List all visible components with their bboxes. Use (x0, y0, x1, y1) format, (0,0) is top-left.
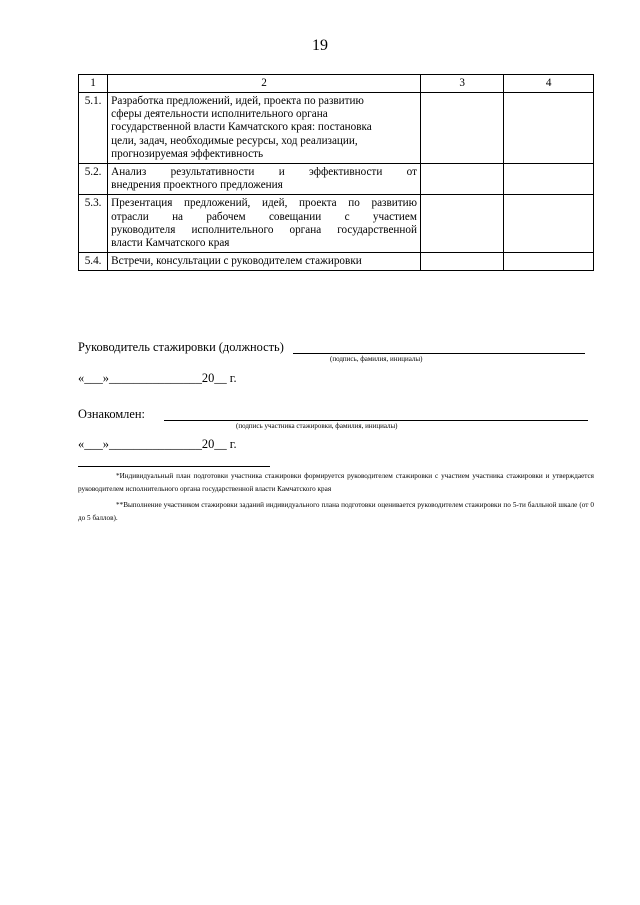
row-description (108, 93, 421, 164)
supervisor-label: Руководитель стажировки (должность) (78, 340, 284, 354)
participant-signature-caption: (подпись участника стажировки, фамилия, инициалы) (236, 422, 398, 430)
row-cell-4 (504, 253, 594, 271)
training-plan-table (78, 74, 594, 271)
row-cell-3 (420, 253, 503, 271)
header-cell-1: 1 (79, 75, 108, 93)
description-line: Презентация предложений, идей, проекта по развитию (111, 197, 417, 210)
row-cell-3 (420, 93, 503, 164)
header-cell-3: 3 (420, 75, 503, 93)
table-row (79, 164, 594, 195)
row-cell-4 (504, 164, 594, 195)
row-description (108, 195, 421, 253)
row-number: 5.1. (79, 93, 108, 164)
description-line: руководителя исполнительного органа государственной (111, 223, 417, 236)
row-description (108, 164, 421, 195)
header-cell-2: 2 (108, 75, 421, 93)
description-line: Разработка предложений, идей, проекта по развитию (111, 95, 364, 107)
supervisor-signature-line[interactable] (293, 353, 585, 354)
footnote-divider (78, 466, 270, 467)
description-line: цели, задач, необходимые ресурсы, ход реализации, (111, 134, 358, 147)
row-number: 5.3. (79, 195, 108, 253)
row-number: 5.2. (79, 164, 108, 195)
page-number: 19 (312, 37, 328, 54)
footnote-2-text: **Выполнение участником стажировки заданий индивидуального плана подготовки оценивается руководителем стажировки по 5-ти балльной шкале (от 0 до 5 баллов). (78, 501, 594, 522)
row-cell-3 (420, 164, 503, 195)
row-cell-4 (504, 93, 594, 164)
header-cell-4: 4 (504, 75, 594, 93)
row-cell-3 (420, 195, 503, 253)
footnote-1-text: *Индивидуальный план подготовки участника стажировки формируется руководителем стажировки с участием участника стажировки и утверждается руководителем исполнительного органа государственной власти Камчатского края (78, 472, 594, 493)
row-cell-4 (504, 195, 594, 253)
description-line: Анализ результативности и эффективности от (111, 166, 417, 179)
table-row (79, 93, 594, 164)
description-line: прогнозируемая эффективность (111, 147, 264, 160)
table-header-row (79, 75, 594, 93)
table-row (79, 253, 594, 271)
table-row (79, 195, 594, 253)
description-line: государственной власти Камчатского края: постановка (111, 121, 372, 134)
row-number: 5.4. (79, 253, 108, 271)
row-description (108, 253, 421, 271)
description-line: отрасли на рабочем совещании с участием (111, 210, 417, 223)
supervisor-signature-caption: (подпись, фамилия, инициалы) (330, 355, 423, 363)
footnote-1 (78, 470, 594, 496)
participant-date: «___»_______________20__ г. (78, 437, 237, 451)
description-line: власти Камчатского края (111, 237, 230, 250)
description-line: сферы деятельности исполнительного органа (111, 108, 328, 121)
acknowledged-label: Ознакомлен: (78, 407, 145, 421)
description-line: внедрения проектного предложения (111, 179, 283, 192)
description-line: Встречи, консультации с руководителем стажировки (111, 255, 362, 268)
supervisor-date: «___»_______________20__ г. (78, 371, 237, 385)
participant-signature-line[interactable] (164, 420, 588, 421)
footnote-2 (78, 499, 594, 525)
